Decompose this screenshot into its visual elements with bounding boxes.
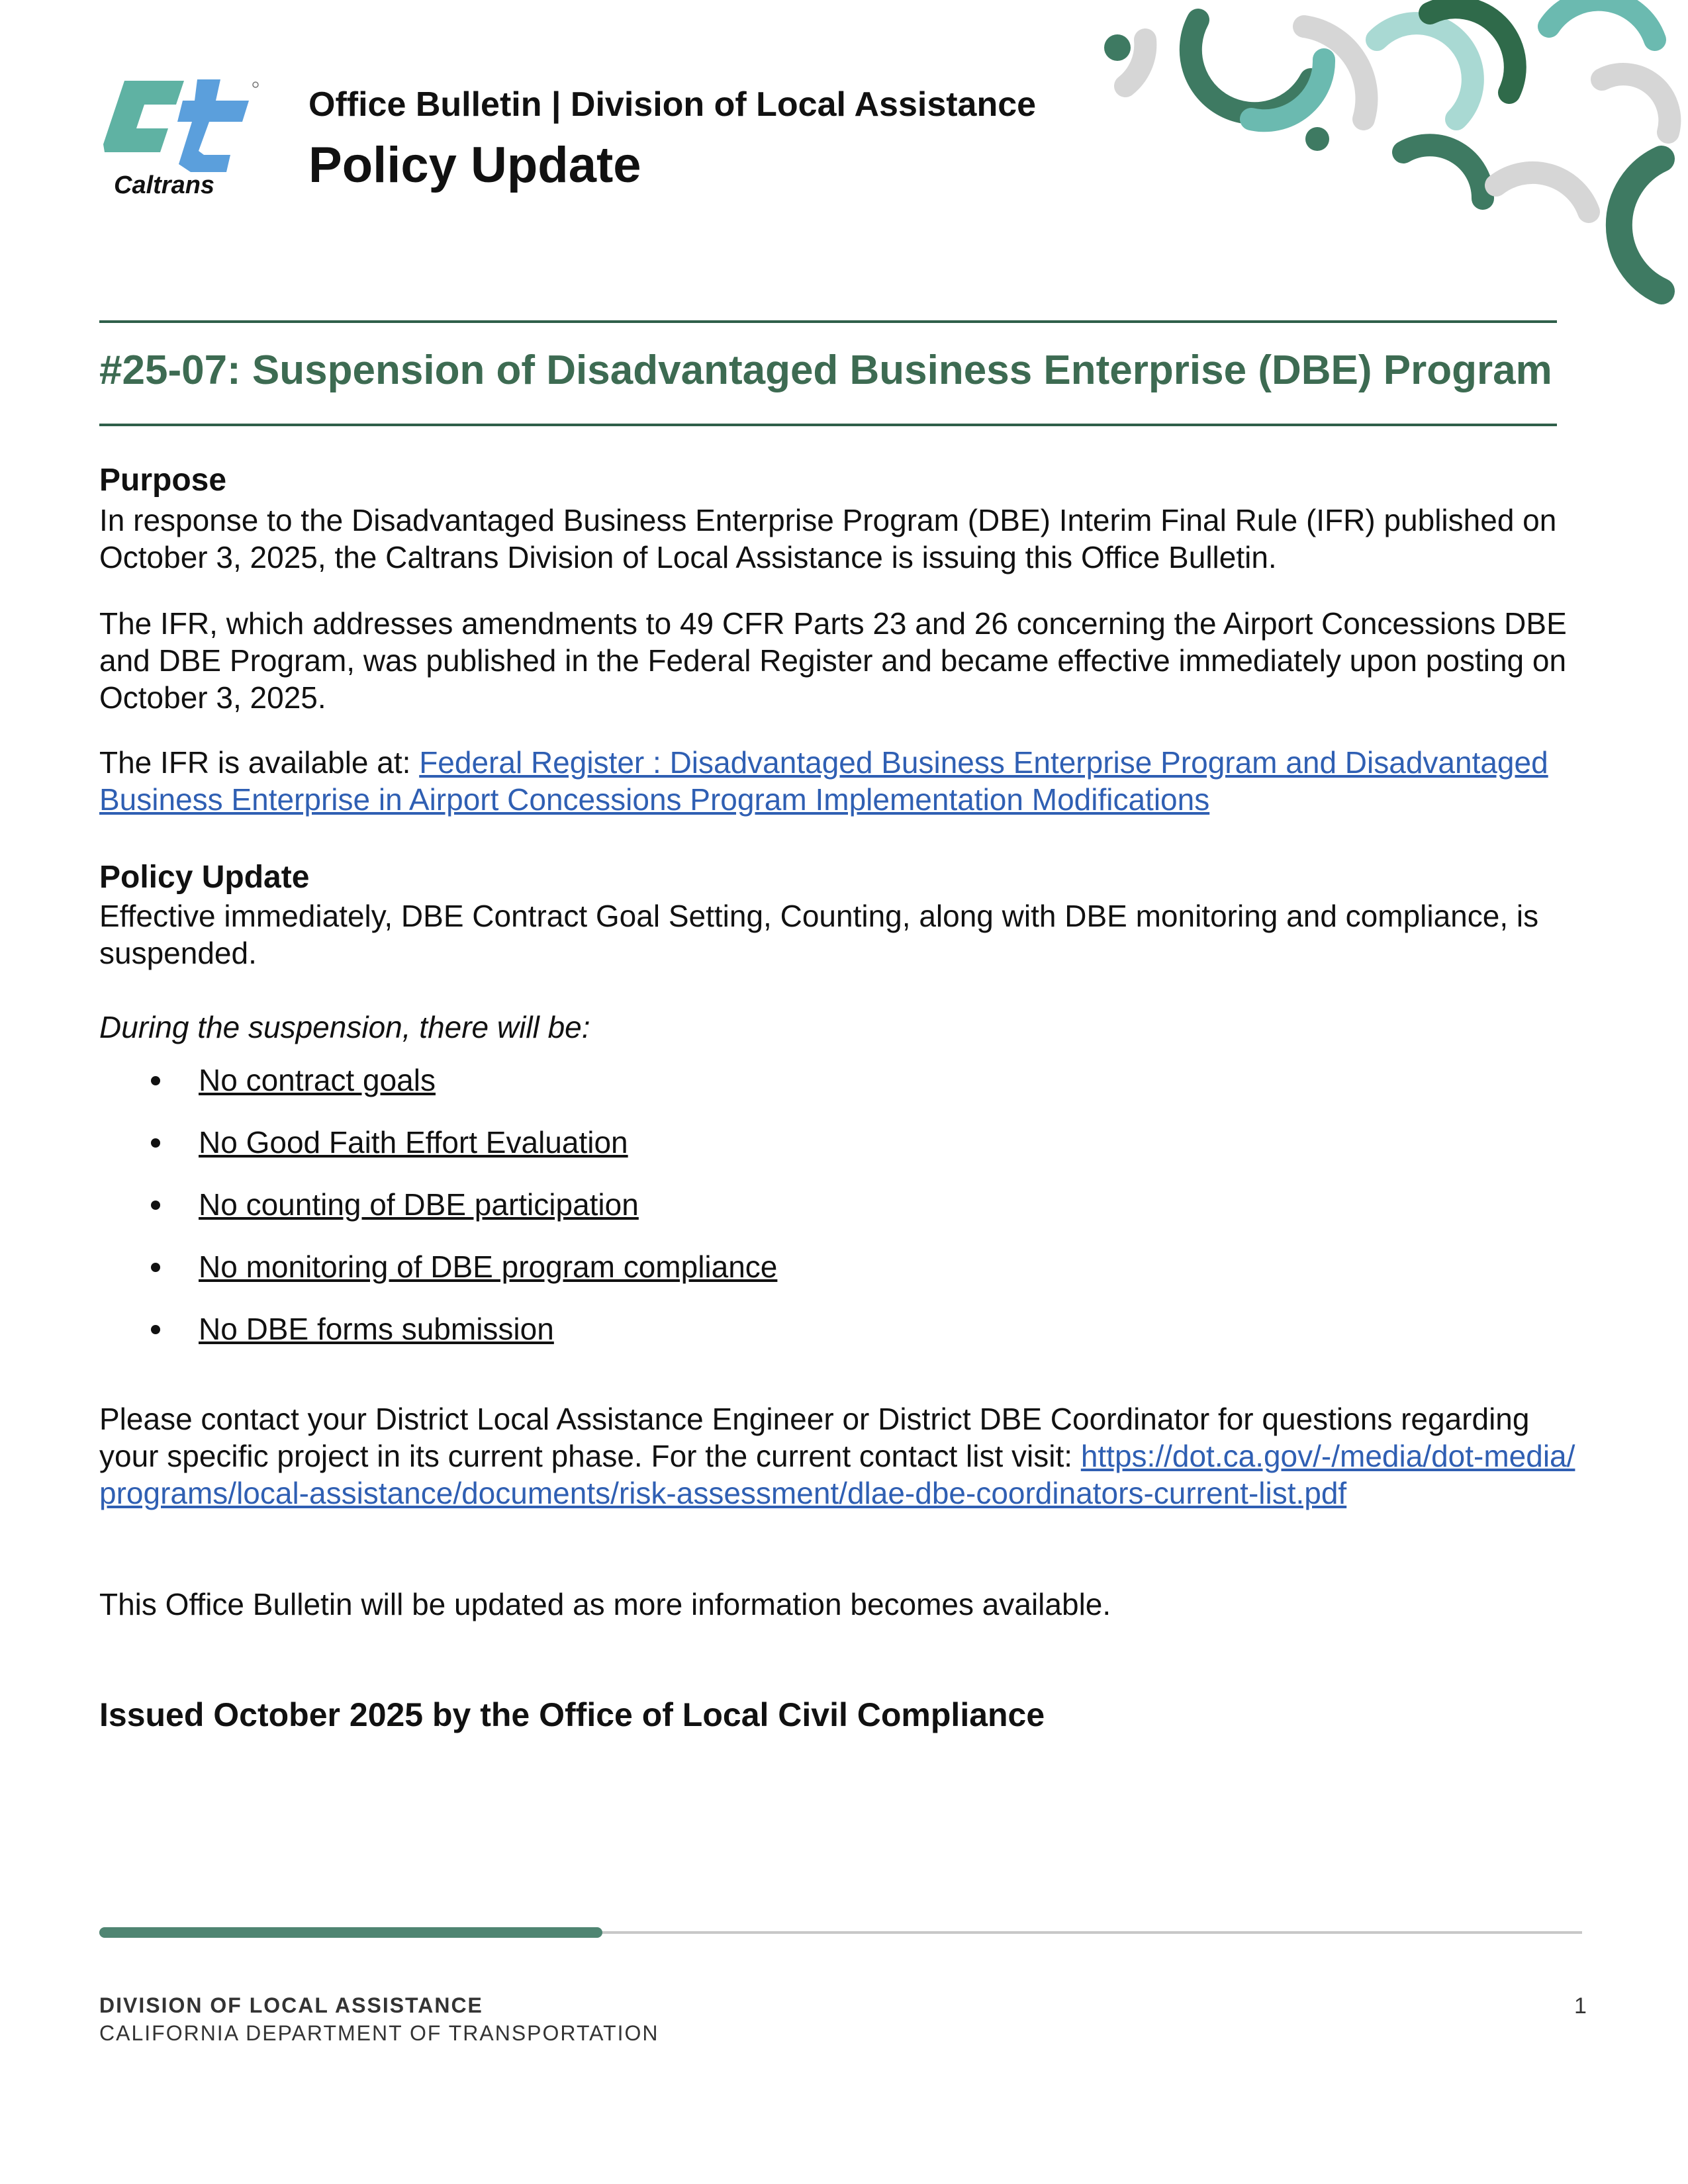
footer-accent-bar — [99, 1927, 602, 1938]
ifr-availability-paragraph — [99, 744, 1589, 818]
list-item: No monitoring of DBE program compliance — [99, 1248, 1092, 1310]
ifr-availability-prefix: The IFR is available at: — [99, 745, 420, 780]
logo-registered-mark — [253, 82, 258, 87]
policy-update-heading: Policy Update — [99, 860, 310, 895]
federal-register-link[interactable]: Federal Register : Disadvantaged Business Enterprise Program and Disadvantaged Business Enterprise in Airport Concessions Program Implementation Modifications — [99, 745, 1548, 817]
list-item: No contract goals — [99, 1062, 1092, 1124]
purpose-paragraph-1: In response to the Disadvantaged Business Enterprise Program (DBE) Interim Final Rule (IFR) published on October 3, 2025, the Caltrans Division of Local Assistance is issuing this Office Bulletin. — [99, 503, 1557, 574]
caltrans-logo — [98, 73, 263, 199]
title-rule-bottom — [99, 424, 1557, 426]
list-item: No counting of DBE participation — [99, 1186, 1092, 1248]
issued-statement: Issued October 2025 by the Office of Local Civil Compliance — [99, 1696, 1045, 1733]
suspension-bullet-list — [99, 1062, 1092, 1373]
decorative-rings-graphic — [1086, 0, 1688, 311]
list-item: No DBE forms submission — [99, 1310, 1092, 1373]
purpose-heading: Purpose — [99, 463, 227, 498]
suspension-intro: During the suspension, there will be: — [99, 1010, 590, 1044]
list-item: No Good Faith Effort Evaluation — [99, 1124, 1092, 1186]
bulletin-title: #25-07: Suspension of Disadvantaged Business Enterprise (DBE) Program — [99, 347, 1552, 393]
bullet-icon — [151, 1138, 160, 1148]
bullet-icon — [151, 1263, 160, 1272]
page-number: 1 — [1574, 1993, 1587, 2019]
bullet-icon — [151, 1325, 160, 1334]
contact-list-link[interactable]: https://dot.ca.gov/-/media/dot-media/programs/local-assistance/documents/risk-assessment/dlae-dbe-coordinators-current-list.pdf — [99, 1439, 1575, 1510]
bullet-icon — [151, 1076, 160, 1085]
footer-department: CALIFORNIA DEPARTMENT OF TRANSPORTATION — [99, 2021, 659, 2045]
title-rule-top — [99, 320, 1557, 323]
logo-t-shape — [177, 79, 249, 172]
bulletin-header-title: Policy Update — [308, 137, 641, 193]
contact-text: Please contact your District Local Assistance Engineer or District DBE Coordinator for questions regarding your specific project in its current phase. For the current contact list visit: — [99, 1402, 1530, 1473]
logo-c-shape — [103, 81, 184, 152]
policy-update-paragraph: Effective immediately, DBE Contract Goal Setting, Counting, along with DBE monitoring and compliance, is suspended. — [99, 899, 1539, 970]
logo-wordmark: Caltrans — [114, 171, 215, 199]
contact-paragraph — [99, 1400, 1589, 1512]
purpose-paragraph-2: The IFR, which addresses amendments to 49 CFR Parts 23 and 26 concerning the Airport Concessions DBE and DBE Program, was published in the Federal Register and became effective immediately upon posting on October 3, 2025. — [99, 606, 1567, 715]
bullet-icon — [151, 1201, 160, 1210]
bulletin-header-subtitle: Office Bulletin | Division of Local Assistance — [308, 85, 1037, 124]
footer-division: DIVISION OF LOCAL ASSISTANCE — [99, 1993, 483, 2017]
update-note: This Office Bulletin will be updated as more information becomes available. — [99, 1587, 1111, 1621]
